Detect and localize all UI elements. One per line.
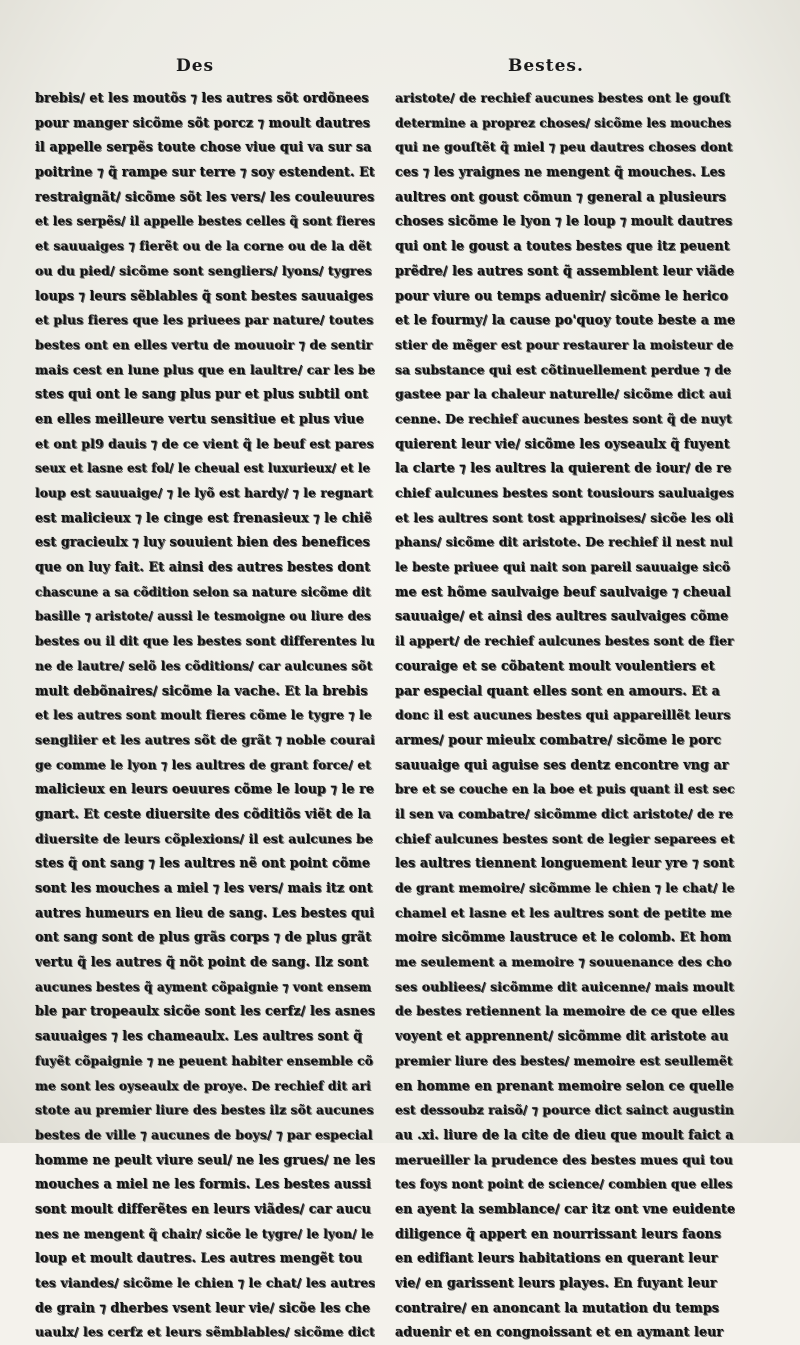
right-column-line: quierent leur vie/ sicõme les oyseaulx q̃ fuyent (395, 435, 730, 451)
right-column-line: me est hõme saulvaige beuf saulvaige ⁊ cheual (395, 583, 731, 599)
left-column-line: malicieux en leurs oeuures cõme le loup ⁊ le re (35, 781, 375, 797)
left-column-line: bestes ont en elles vertu de mouuoir ⁊ de sentir (35, 336, 373, 352)
right-column-line: cenne. De rechief aucunes bestes sont q̃ de nuyt (395, 411, 732, 426)
left-column-line: que on luy fait. Et ainsi des autres bestes dont (35, 559, 371, 575)
right-column-line: chamel et lasne et les aultres sont de petite me (395, 904, 732, 920)
left-column-line: mouches a miel ne les formis. Les bestes aussi (35, 1176, 372, 1192)
right-column-line: tes foys nont point de science/ combien que elles (395, 1177, 733, 1192)
right-column-line: prẽdre/ les autres sont q̃ assemblent leur viãde (395, 262, 735, 278)
left-column-line: ge comme le lyon ⁊ les aultres de grant force/ et (35, 757, 372, 772)
right-column-line: il appert/ de rechief aulcunes bestes sont de fier (395, 634, 734, 649)
left-column-line: et plus fieres que les priuees par nature/ toutes (35, 312, 374, 328)
left-column-line: est malicieux ⁊ le cinge est frenasieux ⁊ le chiẽ (35, 509, 372, 525)
right-column-line: gastee par la chaleur naturelle/ sicõme dict aui (395, 386, 732, 402)
left-column-line: autres humeurs en lieu de sang. Les bestes qui (35, 904, 375, 920)
left-column-line: mais cest en lune plus que en laultre/ car les be (35, 361, 375, 377)
right-column-line: aultres ont goust cõmun ⁊ general a plusieurs (395, 188, 726, 204)
left-column-line: stes qui ont le sang plus pur et plus subtil ont (35, 386, 369, 402)
right-column-line: armes/ pour mieulx combatre/ sicõme le porc (395, 731, 722, 747)
right-column-line: en homme en prenant memoire selon ce quelle (395, 1077, 734, 1093)
right-column-line: ses oubliees/ sicõmme dit auicenne/ mais moult (395, 978, 735, 994)
left-column-line: loup est sauuaige/ ⁊ le lyõ est hardy/ ⁊ le regnart (35, 486, 373, 500)
left-column-line: de grain ⁊ dherbes vsent leur vie/ sicõe les che (35, 1299, 371, 1315)
right-column-line: me seulement a memoire ⁊ souuenance des cho (395, 954, 732, 970)
right-column-line: en ayent la semblance/ car itz ont vne euidente (395, 1200, 735, 1216)
left-column-line: ou du pied/ sicõme sont sengliers/ lyons/ tygres (35, 262, 372, 278)
right-column-line: pour viure ou temps aduenir/ sicõme le herico (395, 287, 728, 303)
left-column-line: homme ne peult viure seul/ ne les grues/ ne les (35, 1151, 375, 1167)
left-column-line: ble par tropeaulx sicõe sont les cerfz/ les asnes (35, 1003, 375, 1019)
left-column-line: sengliier et les autres sõt de grãt ⁊ noble courai (35, 731, 375, 747)
left-column-line: pour manger sicõme sõt porcz ⁊ moult dautres (35, 114, 371, 130)
right-column-line: de bestes retiennent la memoire de ce que elles (395, 1003, 735, 1019)
left-column-line: et les autres sont moult fieres cõme le tygre ⁊ le (35, 708, 372, 723)
left-column-line: nes ne mengent q̃ chair/ sicõe le tygre/ le lyon/ le (35, 1226, 374, 1241)
right-column-line: par especial quant elles sont en amours. Et a (395, 682, 720, 698)
left-column-line: stote au premier liure des bestes ilz sõt aucunes (35, 1103, 374, 1118)
left-column-line: diuersite de leurs cõplexions/ il est aulcunes be (35, 830, 373, 846)
right-column-line: determine a proprez choses/ sicõme les mouches (395, 115, 732, 130)
right-column-line: choses sicõme le lyon ⁊ le loup ⁊ moult dautres (395, 213, 733, 229)
right-column-line: contraire/ en anoncant la mutation du temps (395, 1299, 720, 1315)
right-column-line: diligence q̃ appert en nourrissant leurs faons (395, 1225, 722, 1241)
left-column-line: et ont pl9 dauis ⁊ de ce vient q̃ le beuf est pares (35, 435, 374, 451)
left-column-line: sauuaiges ⁊ les chameaulx. Les aultres sont q̃ (35, 1028, 363, 1044)
left-column-line: me sont les oyseaulx de proye. De rechief dit ari (35, 1078, 371, 1093)
right-column-line: ces ⁊ les yraignes ne mengent q̃ mouches. Les (395, 164, 725, 180)
left-column-line: stes q̃ ont sang ⁊ les aultres nẽ ont point cõme (35, 855, 371, 871)
left-column-line: basille ⁊ aristote/ aussi le tesmoigne ou liure des (35, 609, 371, 624)
left-column-line: restraignãt/ sicõme sõt les vers/ les couleuures (35, 188, 375, 204)
left-column-line: bestes ou il dit que les bestes sont differentes lu (35, 634, 375, 649)
right-column-line: aduenir et en congnoissant et en aymant leur (395, 1324, 724, 1340)
left-column-line: chascune a sa cõdition selon sa nature sicõme dit (35, 584, 371, 599)
running-head-right: Bestes. (508, 56, 584, 76)
right-column-line: est dessoubz raisõ/ ⁊ pource dict sainct augustin (395, 1103, 734, 1118)
right-column-line: sauuaige/ et ainsi des aultres saulvaiges cõme (395, 608, 729, 624)
left-column-line: en elles meilleure vertu sensitiue et plus viue (35, 410, 364, 426)
right-column-line: couraige et se cõbatent moult voulentiers et (395, 657, 715, 673)
left-column-line: seux et lasne est fol/ le cheual est luxurieux/ et le (35, 461, 371, 476)
left-column-line: loup et moult dautres. Les autres mengẽt tou (35, 1250, 363, 1266)
right-column-line: bre et se couche en la boe et puis quant il est sec (395, 782, 735, 797)
left-column-line: brebis/ et les moutõs ⁊ les autres sõt ordõnees (35, 90, 369, 105)
right-column-line: chief aulcunes bestes sont de legier separees et (395, 830, 735, 846)
left-column-line: et sauuaiges ⁊ fierẽt ou de la corne ou de la dẽt (35, 238, 372, 254)
left-column-line: poitrine ⁊ q̃ rampe sur terre ⁊ soy estendent. Et (35, 164, 375, 180)
right-column-line: donc il est aucunes bestes qui appareillẽt leurs (395, 707, 731, 723)
right-column-line: voyent et apprennent/ sicõmme dit aristote au (395, 1028, 729, 1044)
left-column-line: vertu q̃ les autres q̃ nõt point de sang. Ilz sont (35, 954, 369, 970)
left-column-line: ne de lautre/ selõ les cõditions/ car aulcunes sõt (35, 658, 373, 673)
left-column-line: tes viandes/ sicõme le chien ⁊ le chat/ les autres (35, 1275, 375, 1290)
right-column-line: de grant memoire/ sicõmme le chien ⁊ le chat/ le (395, 881, 735, 895)
left-text-column (35, 86, 375, 1345)
right-column-line: le beste priuee qui nait son pareil sauuaige sicõ (395, 560, 731, 575)
right-column-line: et le fourmy/ la cause po'quoy toute beste a me (395, 312, 735, 328)
right-column-line: sauuaige qui aguise ses dentz encontre vng ar (395, 756, 729, 772)
right-column-line: au .xi. liure de la cite de dieu que moult faict a (395, 1126, 734, 1142)
right-column-line: moire sicõmme laustruce et le colomb. Et hom (395, 929, 732, 945)
left-column-line: il appelle serpẽs toute chose viue qui va sur sa (35, 139, 372, 155)
left-column-line: loups ⁊ leurs sẽblables q̃ sont bestes sauuaiges (35, 287, 373, 303)
right-column-line: en edifiant leurs habitations en querant leur (395, 1250, 718, 1266)
right-column-line: il sen va combatre/ sicõmme dict aristote/ de re (395, 805, 734, 821)
right-column-line: merueiller la prudence des bestes mues qui tou (395, 1151, 733, 1167)
left-column-line: mult debõnaires/ sicõme la vache. Et la brebis (35, 682, 368, 698)
right-column-line: stier de mẽger est pour restaurer la moisteur de (395, 337, 734, 352)
right-column-line: phans/ sicõme dit aristote. De rechief il nest nul (395, 535, 733, 550)
left-column-line: fuyẽt cõpaignie ⁊ ne peuent habiter ensemble cõ (35, 1053, 374, 1068)
left-column-line: bestes de ville ⁊ aucunes de boys/ ⁊ par especial (35, 1126, 373, 1142)
left-column-line: ont sang sont de plus grãs corps ⁊ de plus grãt (35, 929, 372, 945)
left-column-line: uaulx/ les cerfz et leurs sẽmblables/ sicõme dict (35, 1324, 375, 1340)
right-column-line: les aultres tiennent longuement leur yre ⁊ sont (395, 855, 735, 871)
right-column-line: et les aultres sont tost apprinoises/ sicõe les oli (395, 509, 734, 525)
left-column-line: sont moult differẽtes en leurs viãdes/ car aucu (35, 1200, 371, 1216)
right-column-line: sa substance qui est cõtinuellement perdue ⁊ de (395, 362, 732, 377)
right-column-line: la clarte ⁊ les aultres la quierent de iour/ de re (395, 460, 732, 476)
left-column-line: et les serpẽs/ il appelle bestes celles q̃ sont fieres (35, 214, 375, 229)
right-column-line: qui ne gouſtẽt q̃ miel ⁊ peu dautres choses dont (395, 139, 733, 155)
right-column-line: vie/ en garissent leurs playes. En fuyant leur (395, 1275, 717, 1290)
left-column-line: est gracieulx ⁊ luy souuient bien des benefices (35, 534, 370, 550)
left-column-line: gnart. Et ceste diuersite des cõditiõs viẽt de la (35, 805, 371, 821)
right-column-line: premier liure des bestes/ memoire est seullemẽt (395, 1053, 733, 1068)
right-column-line: qui ont le goust a toutes bestes que itz peuent (395, 238, 730, 254)
right-column-line: chief aulcunes bestes sont tousiours sauluaiges (395, 485, 734, 500)
running-head-left: Des (176, 56, 215, 76)
left-column-line: aucunes bestes q̃ ayment cõpaignie ⁊ vont ensem (35, 979, 372, 994)
left-column-line: sont les mouches a miel ⁊ les vers/ mais itz ont (35, 880, 373, 895)
right-column-line: aristote/ de rechief aucunes bestes ont le gouſt (395, 90, 731, 105)
right-text-column (395, 86, 735, 1345)
